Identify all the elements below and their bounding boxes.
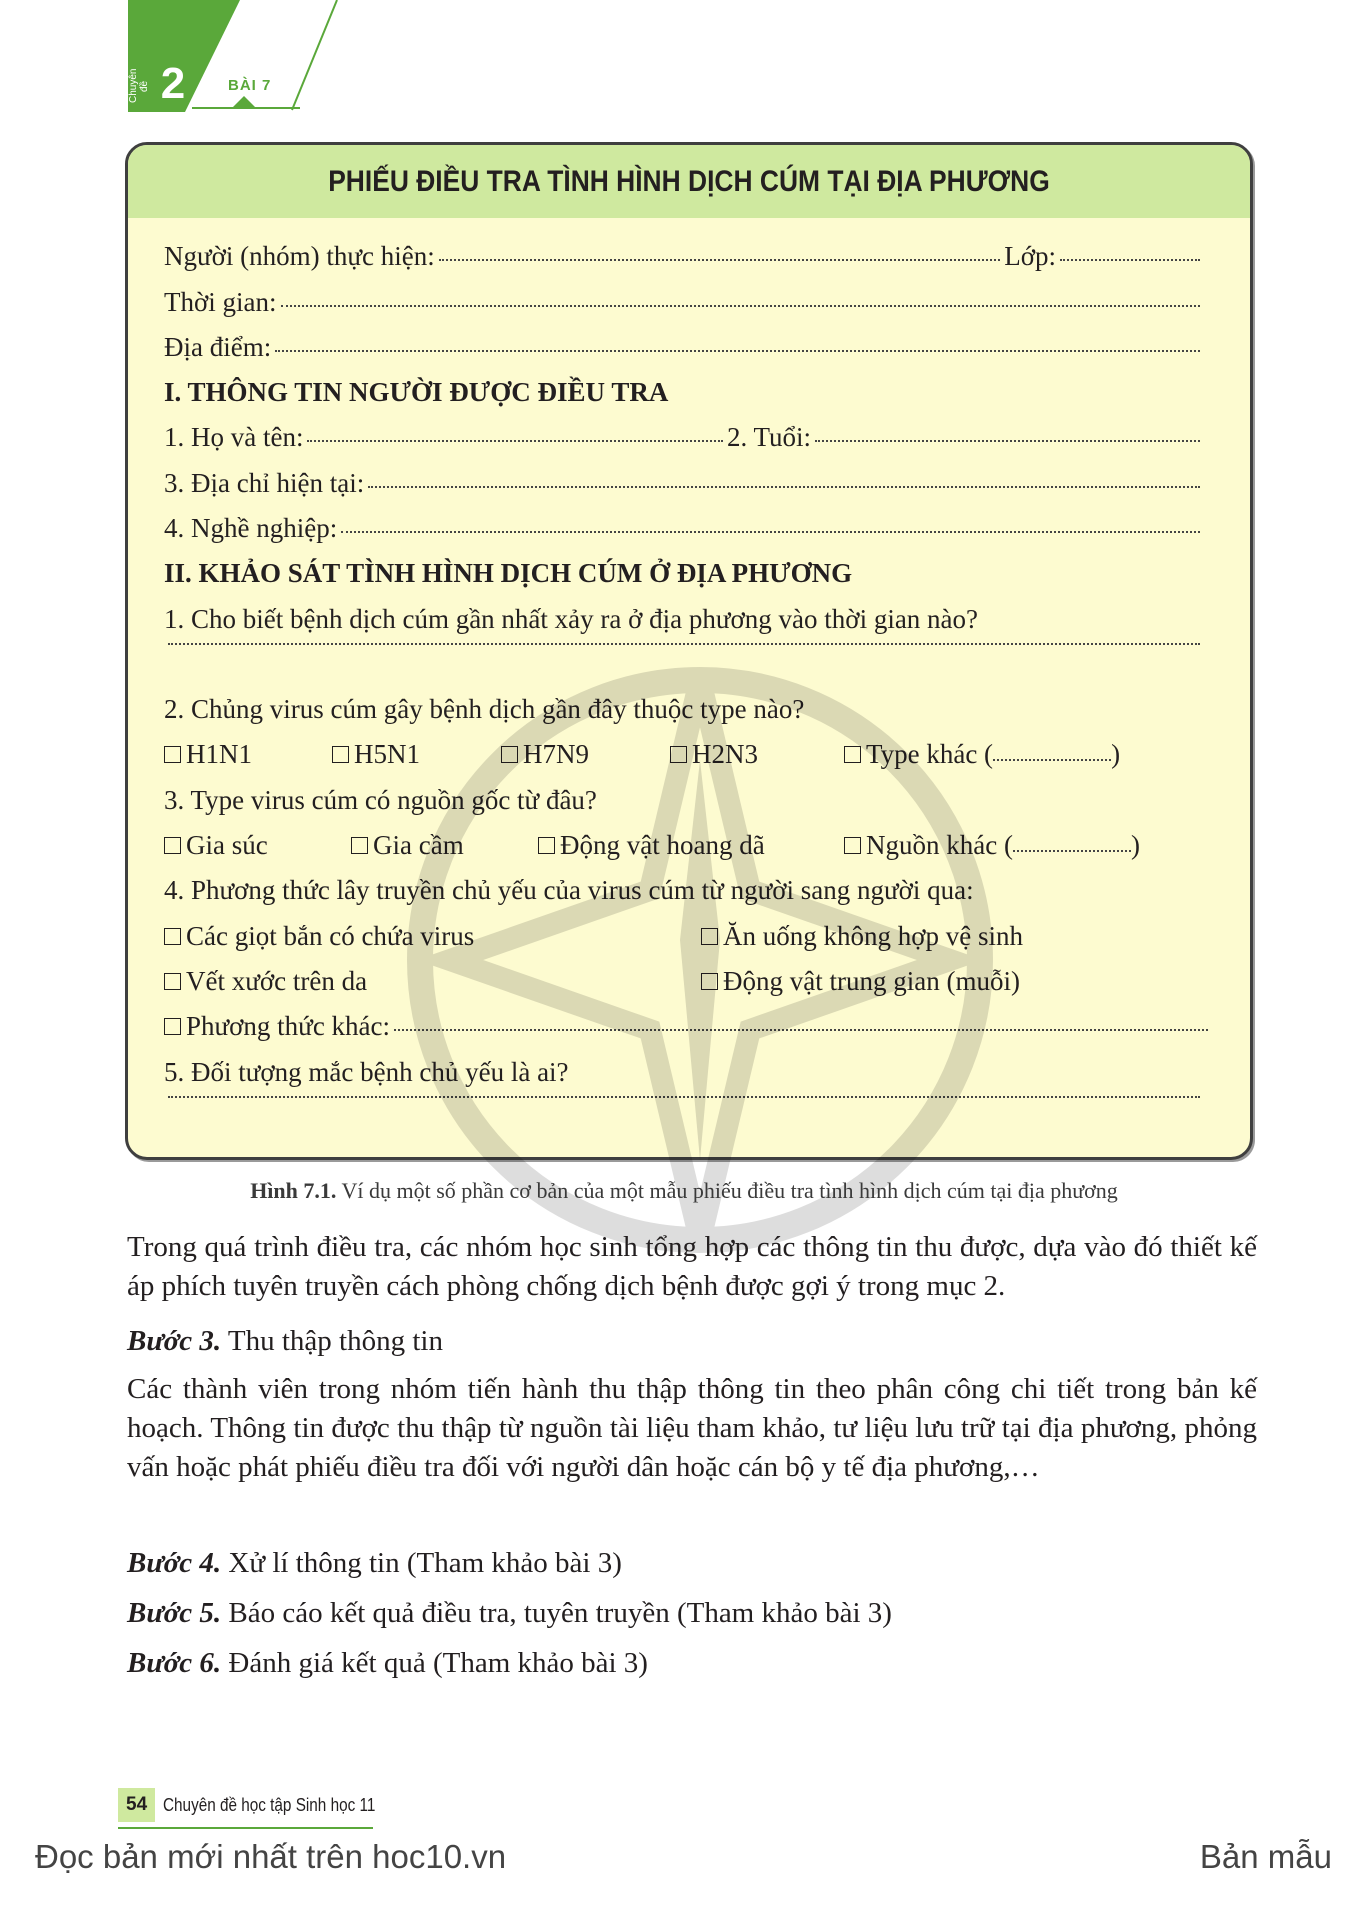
question-3: 3. Type virus cúm có nguồn gốc từ đâu? [164,785,597,815]
figure-caption: Hình 7.1. Ví dụ một số phần cơ bản của một mẫu phiếu điều tra tình hình dịch cúm tại địa phương [250,1178,1118,1203]
step-6: Bước 6. Đánh giá kết quả (Tham khảo bài 3) [127,1647,648,1679]
paragraph-2: Các thành viên trong nhóm tiến hành thu thập thông tin theo phân công chi tiết trong bản kế hoạch. Thông tin được thu thập từ nguồn tài liệu tham khảo, tư liệu lưu trữ tại địa phương, phỏng vấn hoặc phát phiếu điều tra đối với người dân hoặc cán bộ y tế địa phương,… [127,1373,1257,1483]
name-label: 1. Họ và tên: [164,422,304,452]
time-label: Thời gian: [164,287,277,317]
form-title-bar [128,145,1250,218]
option-unhygienic-eating[interactable]: Ăn uống không hợp vệ sinh [701,919,1023,953]
question-2: 2. Chủng virus cúm gây bệnh dịch gần đây thuộc type nào? [164,694,805,724]
option-h7n9[interactable]: H7N9 [501,737,589,771]
option-h5n1[interactable]: H5N1 [332,737,420,771]
job-blank [341,531,1200,533]
performer-blank [439,259,1000,261]
paragraph-1: Trong quá trình điều tra, các nhóm học sinh tổng hợp các thông tin thu được, dựa vào đó thiết kế áp phích tuyên truyền cách phòng chống dịch bệnh được gợi ý trong mục 2. [127,1231,1257,1302]
checkbox[interactable] [164,973,181,990]
performer-label: Người (nhóm) thực hiện: [164,241,435,271]
age-blank [815,440,1200,442]
question-5: 5. Đối tượng mắc bệnh chủ yếu là ai? [164,1057,569,1087]
section-1-heading: I. THÔNG TIN NGƯỜI ĐƯỢC ĐIỀU TRA [164,377,669,407]
option-source-other[interactable]: Nguồn khác ( ) [844,828,1140,862]
time-blank [281,305,1200,307]
option-h1n1[interactable]: H1N1 [164,737,252,771]
checkbox[interactable] [351,837,368,854]
method-other-label: Phương thức khác: [186,1011,391,1041]
place-label: Địa điểm: [164,332,272,362]
lesson-label: BÀI 7 [228,77,272,94]
footer-divider [118,1827,373,1829]
option-vector-animal[interactable]: Động vật trung gian (muỗi) [701,964,1020,998]
step-4: Bước 4. Xử lí thông tin (Tham khảo bài 3) [127,1547,622,1579]
class-label: Lớp: [1004,241,1056,271]
step-5: Bước 5. Báo cáo kết quả điều tra, tuyên truyền (Tham khảo bài 3) [127,1597,892,1629]
job-line [164,511,1204,545]
address-label: 3. Địa chỉ hiện tại: [164,468,365,498]
topic-label: Chuyên đề [128,68,150,104]
name-age-line [164,420,1204,454]
checkbox[interactable] [164,746,181,763]
site-link[interactable]: Đọc bản mới nhất trên hoc10.vn [35,1838,507,1875]
performer-line [164,239,1204,273]
name-blank [307,440,722,442]
question-4: 4. Phương thức lây truyền chủ yếu của virus cúm từ người sang người qua: [164,875,974,905]
address-blank [368,486,1200,488]
checkbox[interactable] [164,928,181,945]
draft-label: Bản mẫu [1199,1838,1332,1875]
option-poultry[interactable]: Gia cầm [351,828,464,862]
source-other-blank [1013,850,1131,852]
question-1: 1. Cho biết bệnh dịch cúm gần nhất xảy ra ở địa phương vào thời gian nào? [164,604,979,634]
age-label: 2. Tuổi: [726,422,811,452]
time-line [164,285,1204,319]
place-line [164,330,1204,364]
page-number: 54 [118,1788,155,1822]
topic-number: 2 [160,59,186,108]
step-3: Bước 3. Thu thập thông tin [127,1325,443,1357]
option-droplets[interactable]: Các giọt bắn có chứa virus [164,919,474,953]
address-line [164,466,1204,500]
option-wild-animals[interactable]: Động vật hoang dã [538,828,765,862]
class-blank [1060,259,1200,261]
section-2-heading: II. KHẢO SÁT TÌNH HÌNH DỊCH CÚM Ở ĐỊA PHƯƠNG [164,558,853,588]
option-h2n3[interactable]: H2N3 [670,737,758,771]
book-title: Chuyên đề học tập Sinh học 11 [163,1794,376,1815]
checkbox[interactable] [164,837,181,854]
checkbox[interactable] [164,1018,181,1035]
type-other-blank [993,759,1111,761]
job-label: 4. Nghề nghiệp: [164,513,338,543]
page-footer [118,1785,413,1825]
form-title: PHIẾU ĐIỀU TRA TÌNH HÌNH DỊCH CÚM TẠI ĐỊA PHƯƠNG [328,164,1050,198]
option-type-other[interactable]: Type khác ( ) [844,737,1120,771]
checkbox[interactable] [332,746,349,763]
option-livestock[interactable]: Gia súc [164,828,268,862]
place-blank [275,350,1200,352]
option-skin-scratch[interactable]: Vết xước trên da [164,964,367,998]
